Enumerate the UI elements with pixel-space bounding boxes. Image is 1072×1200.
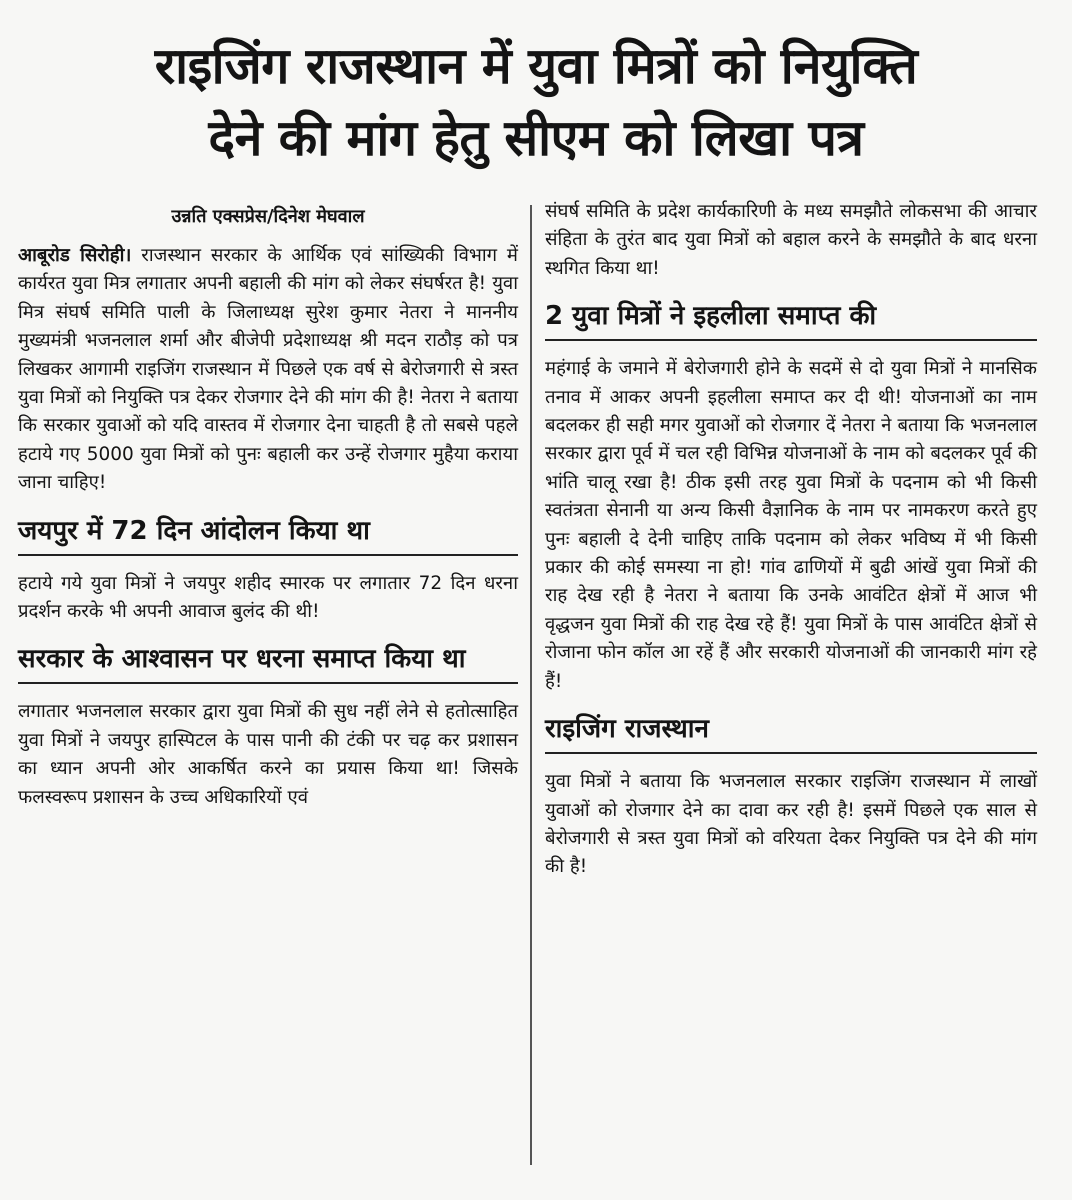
headline-line-2: देने की मांग हेतु सीएम को लिखा पत्र (208, 109, 864, 167)
dateline: आबूरोड सिरोही। (18, 245, 132, 266)
intro-paragraph (18, 242, 518, 498)
subhead-rising-rajasthan: राइजिंग राजस्थान (545, 710, 1037, 754)
paragraph-two-youth: महंगाई के जमाने में बेरोजगारी होने के सदमें से दो युवा मित्रों ने मानसिक तनाव में आकर अपनी इहलीला समाप्त कर दी थी! योजनाओं का नाम बदलकर ही सही मगर युवाओं को रोजगार दें नेतरा ने बताया कि भजनलाल सरकार द्वारा पूर्व में चल रही विभिन्न योजनाओं के नाम को बदलकर पूर्व की भांति चालू रखा है! ठीक इसी तरह युवा मित्रों के पदनाम को भी किसी स्वतंत्रता सेनानी या अन्य किसी वैज्ञानिक के नाम पर नामकरण करते हुए पुनः बहाली दे देनी चाहिए ताकि पदनाम को लेकर भविष्य में भी किसी प्रकार की कोई समस्या ना हो! गांव ढाणियों में बुढी आंखें युवा मित्रों की राह देख रही है नेतरा ने बताया कि उनके आवंटित क्षेत्रों में आज भी वृद्धजन युवा मित्रों की राह देख रहे हैं! युवा मित्रों के पास आवंटित क्षेत्रों से रोजाना फोन कॉल आ रहें हैं और सरकारी योजनाओं की जानकारी मांग रहे हैं! (545, 358, 1037, 692)
paragraph-jaipur-protest: हटाये गये युवा मित्रों ने जयपुर शहीद स्मारक पर लगातार 72 दिन धरना प्रदर्शन करके भी अपनी आवाज बुलंद की थी! (18, 572, 518, 623)
subhead-dharna-ended: सरकार के आश्वासन पर धरना समाप्त किया था (18, 640, 518, 684)
paragraph-rising-rajasthan: युवा मित्रों ने बताया कि भजनलाल सरकार राइजिंग राजस्थान में लाखों युवाओं को रोजगार देने का दावा कर रही है! इसमें पिछले एक साल से बेरोजगारी से त्रस्त युवा मित्रों को वरियता देकर नियुक्ति पत्र देने की मांग की है! (545, 771, 1037, 878)
subhead-two-youth: 2 युवा मित्रों ने इहलीला समाप्त की (545, 297, 1037, 341)
paragraph-continued: संघर्ष समिति के प्रदेश कार्यकारिणी के मध्य समझौते लोकसभा की आचार संहिता के तुरंत बाद युवा मित्रों को बहाल करने के समझौते के बाद धरना स्थगित किया था! (545, 201, 1037, 279)
headline (20, 30, 1052, 174)
headline-line-1: राइजिंग राजस्थान में युवा मित्रों को नियुक्ति (154, 37, 918, 95)
right-column (545, 198, 1037, 882)
paragraph-dharna-ended: लगातार भजनलाल सरकार द्वारा युवा मित्रों की सुध नहीं लेने से हतोत्साहित युवा मित्रों ने जयपुर हास्पिटल के पास पानी की टंकी पर चढ़ कर प्रशासन का ध्यान अपनी ओर आकर्षित करने का प्रयास किया था! जिसके फलस्वरूप प्रशासन के उच्च अधिकारियों एवं (18, 701, 518, 808)
byline: उन्नति एक्सप्रेस/दिनेश मेघवाल (171, 206, 365, 227)
left-column (18, 198, 518, 812)
subhead-jaipur-protest: जयपुर में 72 दिन आंदोलन किया था (18, 512, 518, 556)
intro-text: राजस्थान सरकार के आर्थिक एवं सांख्यिकी विभाग में कार्यरत युवा मित्र लगातार अपनी बहाली की मांग को लेकर संघर्षरत है! युवा मित्र संघर्ष समिति पाली के जिलाध्यक्ष सुरेश कुमार नेतरा ने माननीय मुख्यमंत्री भजनलाल शर्मा और बीजेपी प्रदेशाध्यक्ष श्री मदन राठौड़ को पत्र लिखकर आगामी राइजिंग राजस्थान में पिछले एक वर्ष से बेरोजगारी से त्रस्त युवा मित्रों को नियुक्ति पत्र देकर रोजगार देने की मांग की है! नेतरा ने बताया कि सरकार युवाओं को यदि वास्तव में रोजगार देना चाहती है तो सबसे पहले हटाये गए 5000 युवा मित्रों को पुनः बहाली कर उन्हें रोजगार मुहैया कराया जाना चाहिए! (18, 245, 518, 494)
column-divider (530, 205, 532, 1165)
